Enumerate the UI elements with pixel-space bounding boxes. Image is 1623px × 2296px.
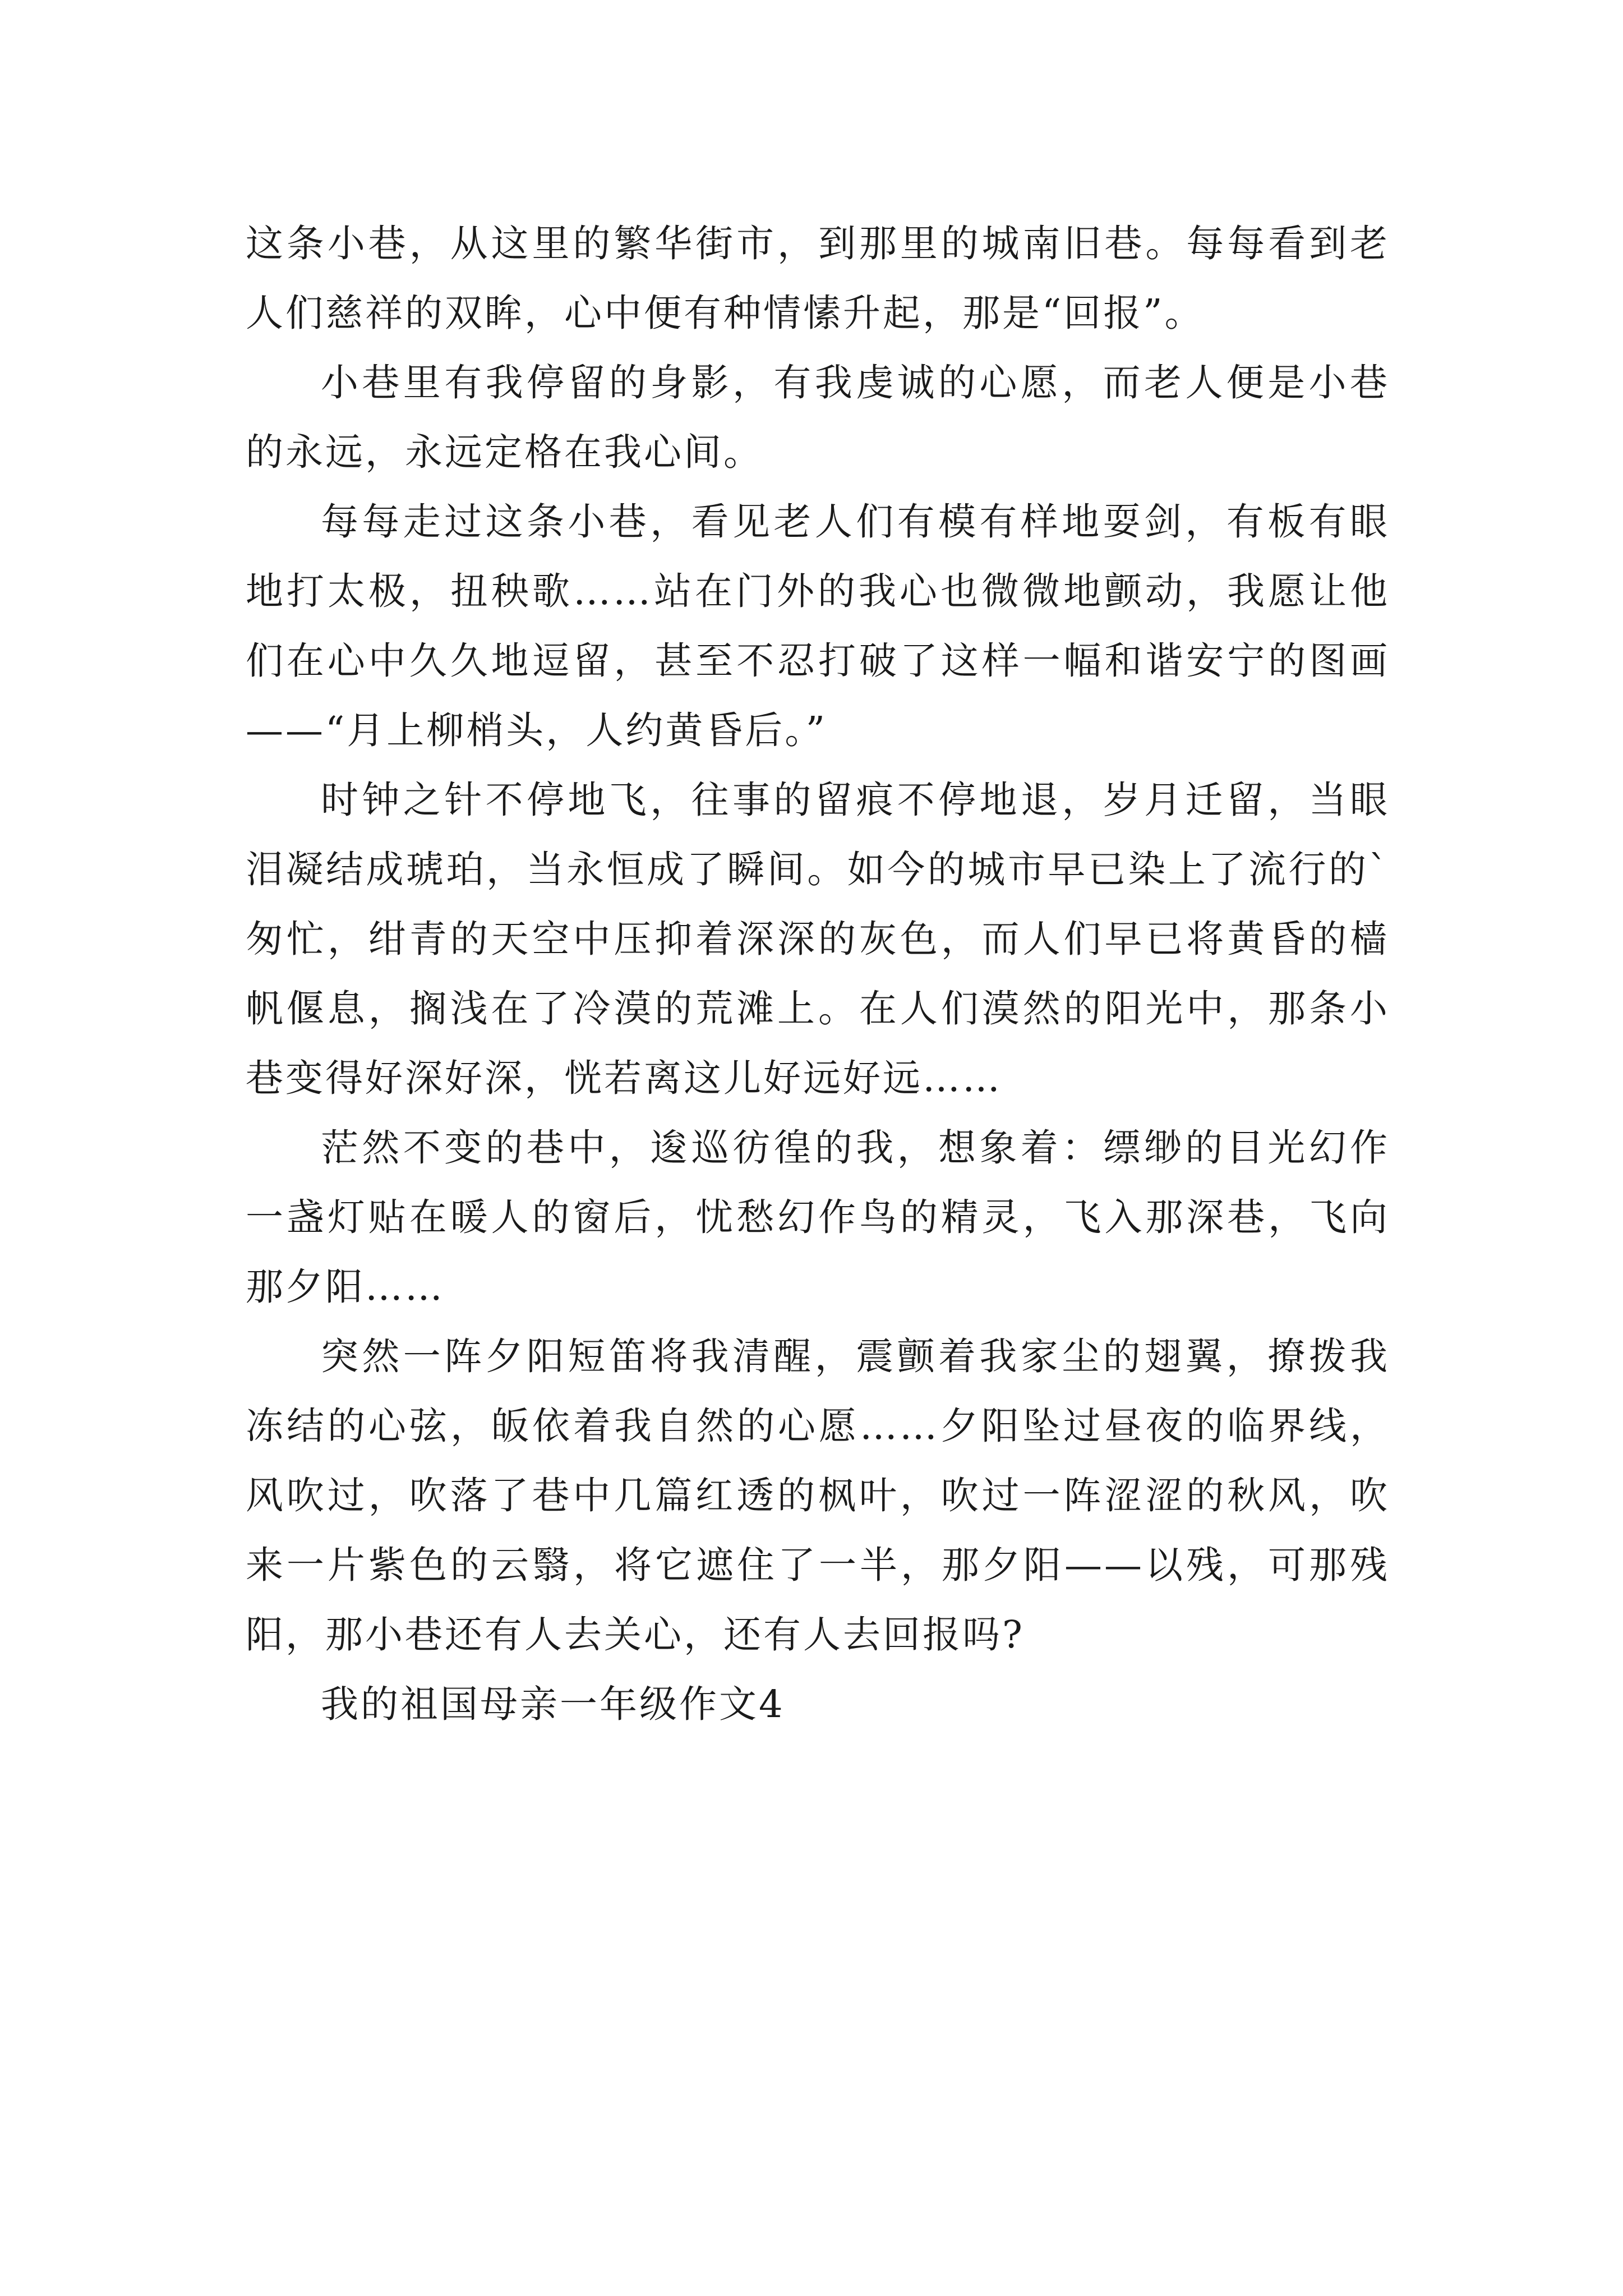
paragraph-4: 时钟之针不停地飞，往事的留痕不停地退，岁月迁留，当眼泪凝结成琥珀，当永恒成了瞬间。如今的城市早已染上了流行的`匆忙，绀青的天空中压抑着深深的灰色，而人们早已将黄昏的樯帆偃息，搁浅在了冷漠的荒滩上。在人们漠然的阳光中，那条小巷变得好深好深，恍若离这儿好远好远…… [246,778,1390,1100]
paragraph-1: 这条小巷，从这里的繁华街市，到那里的城南旧巷。每每看到老人们慈祥的双眸，心中便有种情愫升起，那是“回报”。 [246,222,1390,335]
paragraph-2: 小巷里有我停留的身影，有我虔诚的心愿，而老人便是小巷的永远，永远定格在我心间。 [246,361,1390,474]
document-body [246,209,1390,1739]
section-heading: 我的祖国母亲一年级作文4 [321,1682,785,1726]
paragraph-3: 每每走过这条小巷，看见老人们有模有样地耍剑，有板有眼地打太极，扭秧歌……站在门外的我心也微微地颤动，我愿让他们在心中久久地逗留，甚至不忍打破了这样一幅和谐安宁的图画——“月上柳梢头，人约黄昏后。” [246,500,1390,752]
paragraph-6: 突然一阵夕阳短笛将我清醒，震颤着我家尘的翅翼，撩拨我冻结的心弦，皈依着我自然的心愿……夕阳坠过昼夜的临界线，风吹过，吹落了巷中几篇红透的枫叶，吹过一阵涩涩的秋风，吹来一片紫色的云翳，将它遮住了一半，那夕阳——以残，可那残阳，那小巷还有人去关心，还有人去回报吗? [246,1335,1390,1657]
paragraph-5: 茫然不变的巷中，逡巡彷徨的我，想象着：缥缈的目光幻作一盏灯贴在暖人的窗后，忧愁幻作鸟的精灵，飞入那深巷，飞向那夕阳…… [246,1126,1390,1309]
